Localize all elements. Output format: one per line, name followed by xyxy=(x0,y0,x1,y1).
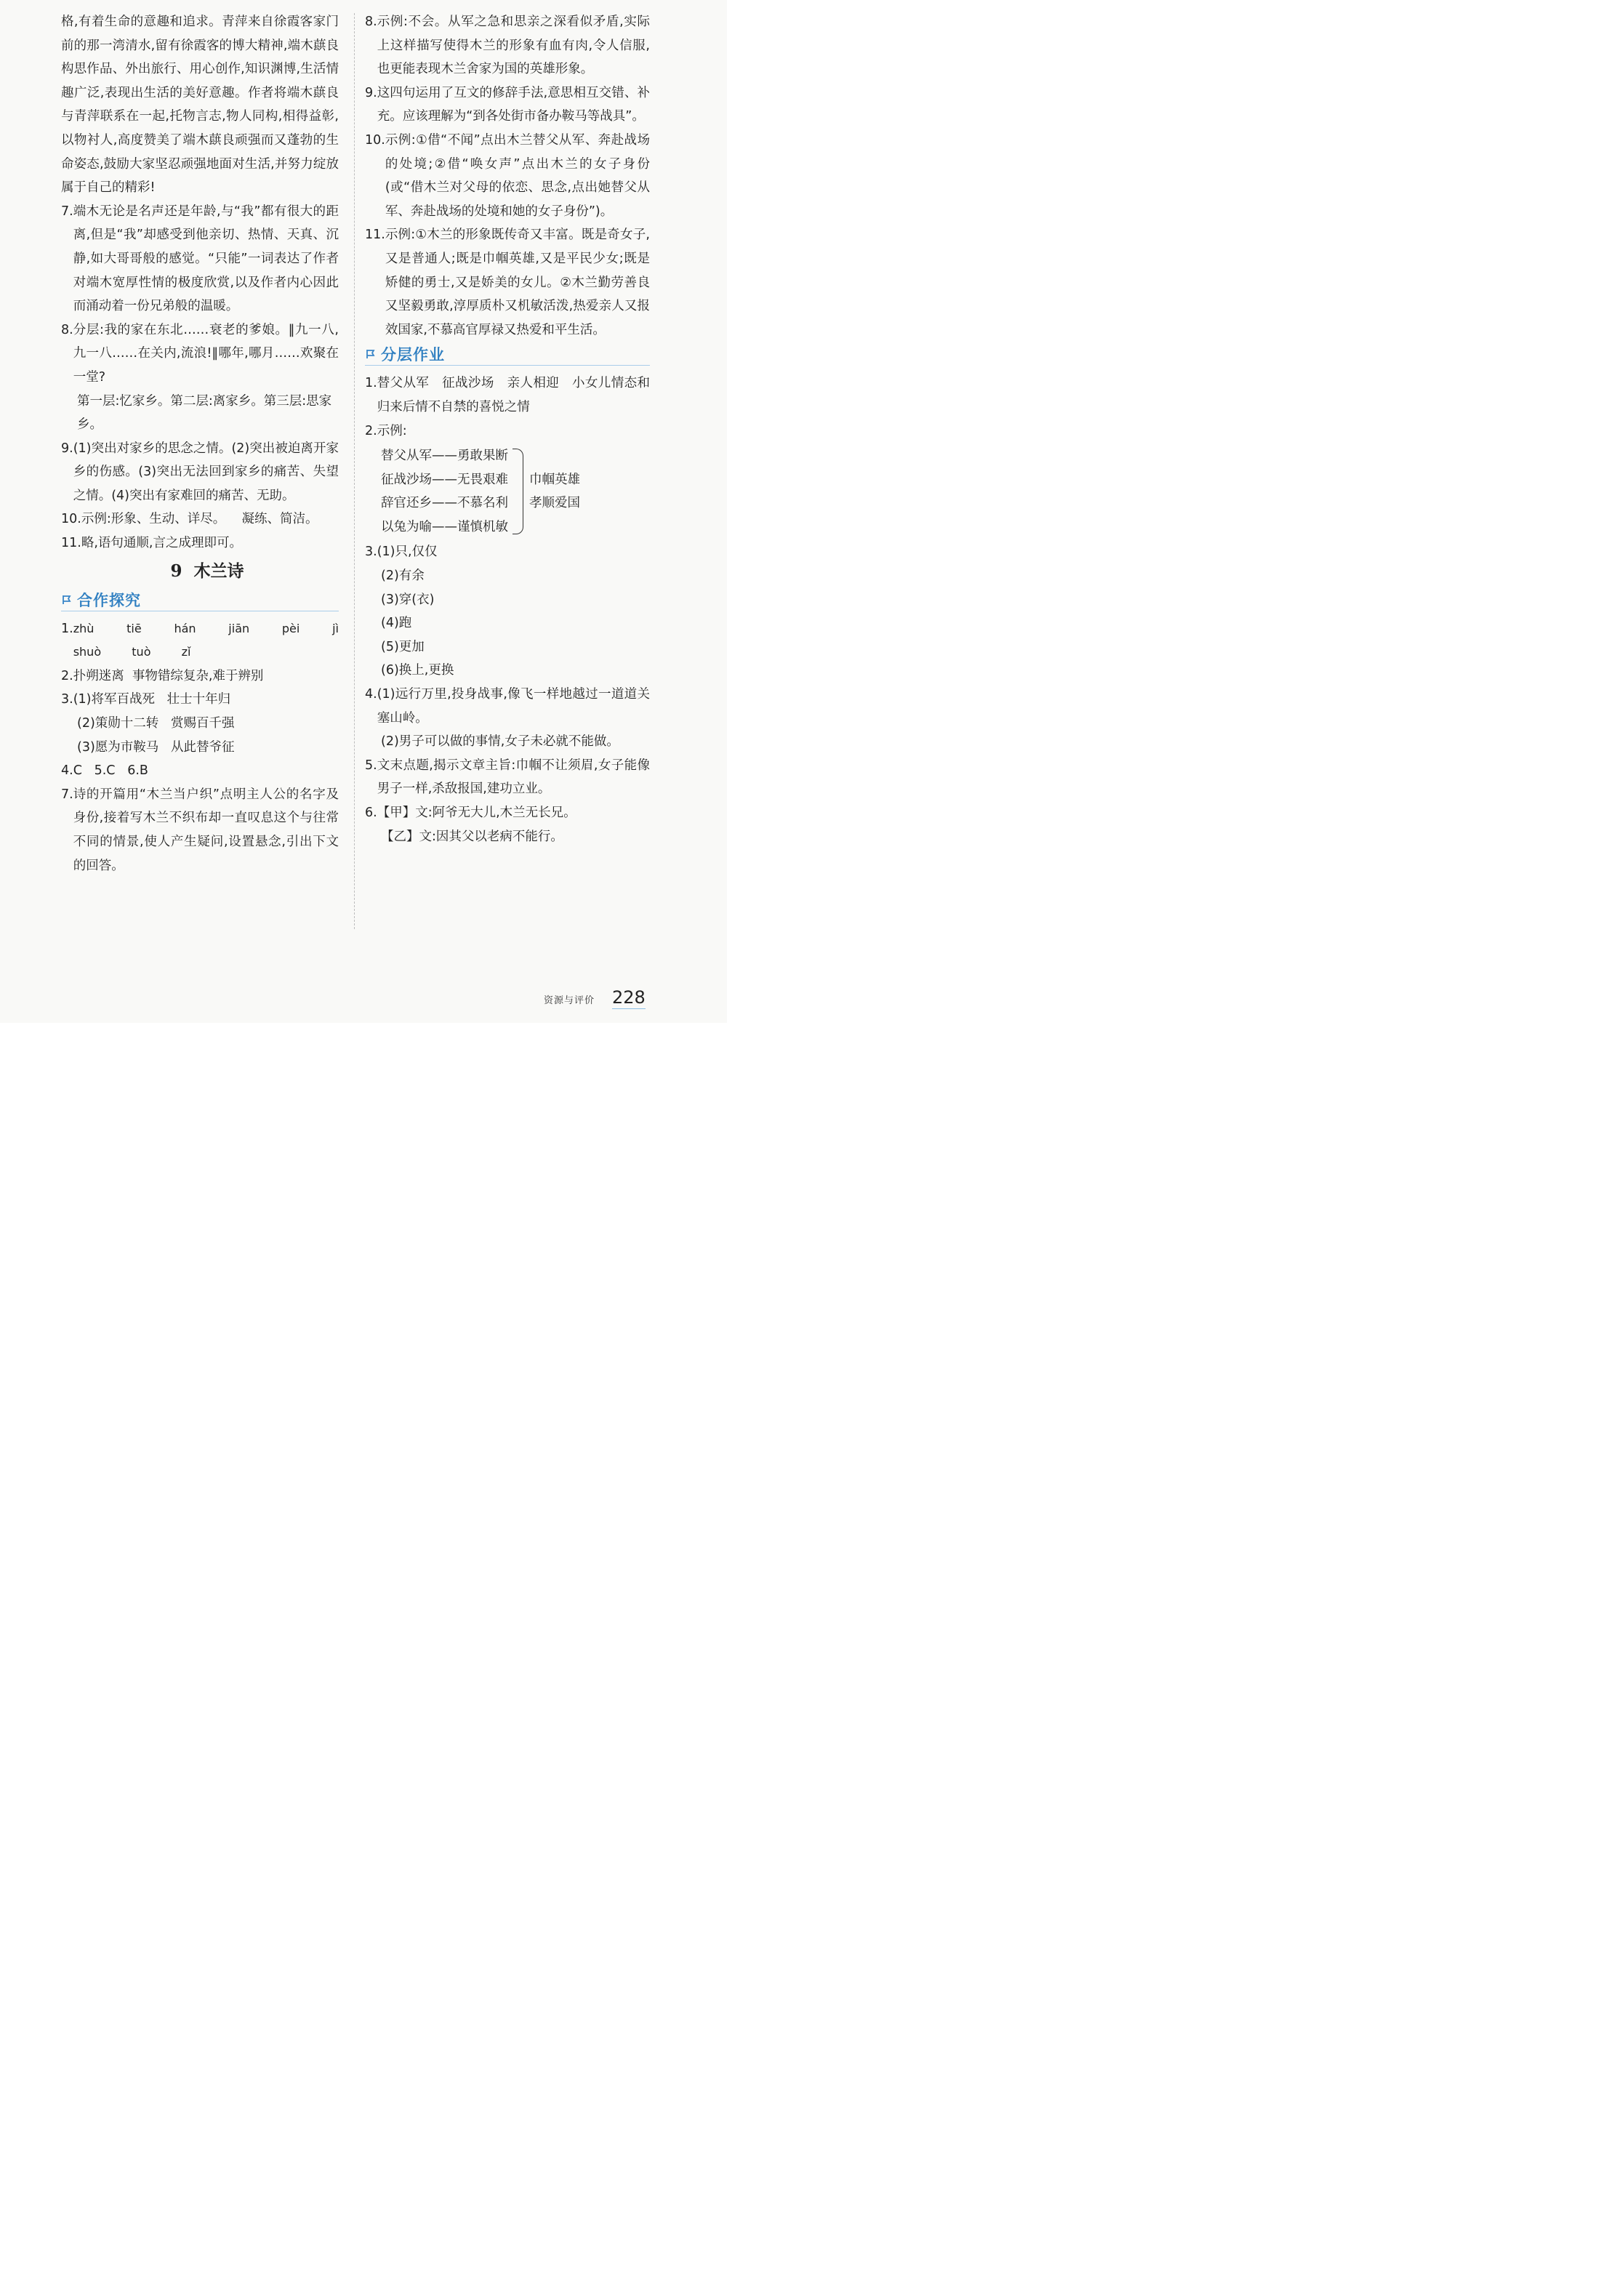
column-divider xyxy=(354,13,355,929)
item-number: 1. xyxy=(61,621,73,636)
table-row: 替父从军——勇敢果断 xyxy=(381,449,508,464)
summary-label: 孝顺爱国 xyxy=(529,496,580,511)
table-row: 以兔为喻——谨慎机敏 xyxy=(381,519,508,534)
item-subline: (2)男子可以做的事情,女子未必就不能做。 xyxy=(381,734,619,750)
table-rows xyxy=(381,444,512,539)
section-title: 分层作业 xyxy=(381,346,445,364)
item-text: (1)将军百战死 壮士十年归 xyxy=(73,692,231,707)
item-number: 7. xyxy=(61,787,73,802)
item-number: 8. xyxy=(61,322,73,337)
list-item xyxy=(61,507,339,531)
pinyin-answer: zhù tiē hán jiān pèi jì shuò tuò zǐ xyxy=(73,621,370,659)
item-number: 7. xyxy=(61,204,73,219)
item-number: 4. xyxy=(365,687,377,702)
table-row: 辞官还乡——不慕名利 xyxy=(381,496,508,511)
summary-label: 巾帼英雄 xyxy=(529,472,580,487)
item-text: 【甲】文:阿爷无大儿,木兰无长兄。 xyxy=(377,806,576,820)
list-item xyxy=(61,783,339,878)
item-text: 示例:形象、生动、详尽。 凝练、简洁。 xyxy=(81,512,318,527)
section-flag-icon xyxy=(365,348,377,360)
list-item xyxy=(365,754,650,801)
item-number: 10. xyxy=(365,132,385,148)
item-text: 替父从军 征战沙场 亲人相迎 小女儿情态和归来后情不自禁的喜悦之情 xyxy=(377,376,650,414)
page xyxy=(0,0,727,1023)
item-number: 8. xyxy=(365,15,377,29)
list-item xyxy=(365,372,650,419)
item-subline: (2)有余 xyxy=(381,569,425,584)
item-text: 略,语句通顺,言之成理即可。 xyxy=(81,536,242,551)
list-item xyxy=(365,129,650,223)
item-text: 示例: xyxy=(377,423,407,438)
item-number: 3. xyxy=(61,692,73,707)
list-item xyxy=(61,688,339,712)
item-subline: (2)策勋十二转 赏赐百千强 xyxy=(77,716,235,731)
item-subline: (3)穿(衣) xyxy=(381,592,435,607)
footer-label: 资源与评价 xyxy=(544,995,595,1006)
item-number: 11. xyxy=(61,536,81,551)
table-row: 征战沙场——无畏艰难 xyxy=(381,472,508,487)
left-column xyxy=(61,10,370,878)
item-number: 11. xyxy=(365,228,385,243)
section-header-layered xyxy=(365,343,650,366)
item-text: 扑朔迷离 事物错综复杂,难于辨别 xyxy=(73,668,264,683)
section-flag-icon xyxy=(61,594,73,606)
list-item xyxy=(365,683,650,730)
item-subline: (5)更加 xyxy=(381,639,425,654)
list-item xyxy=(365,419,650,443)
section-header-cooperate xyxy=(61,589,339,611)
item-number: 3. xyxy=(365,545,377,560)
item-number: 6. xyxy=(365,806,377,820)
item-number: 9. xyxy=(61,441,73,456)
list-item xyxy=(61,531,339,555)
item-text: 端木无论是名声还是年龄,与“我”都有很大的距离,但是“我”却感受到他亲切、热情、天真、沉静,如大哥哥般的感觉。“只能”一词表达了作者对端木宽厚性情的极度欣赏,以及作者内心因此而涌动着一份兄弟般的温暖。 xyxy=(73,204,339,314)
item-text: 示例:不会。从军之急和思亲之深看似矛盾,实际上这样描写使得木兰的形象有血有肉,令人信服,也更能表现木兰舍家为国的英雄形象。 xyxy=(377,15,650,77)
item-subline: (3)愿为市鞍马 从此替爷征 xyxy=(77,739,235,755)
page-number: 228 xyxy=(612,987,646,1008)
list-item xyxy=(365,223,650,342)
item-text: 诗的开篇用“木兰当户织”点明主人公的名字及身份,接着写木兰不织布却一直叹息这个与往常不同的情景,使人产生疑问,设置悬念,引出下文的回答。 xyxy=(73,787,339,873)
item-number: 10. xyxy=(61,512,81,527)
list-item xyxy=(365,801,650,825)
list-item xyxy=(61,200,339,318)
bracket xyxy=(512,449,523,534)
item-text: 这四句运用了互文的修辞手法,意思相互交错、补充。应该理解为“到各处街市备办鞍马等战具”。 xyxy=(377,85,650,124)
page-footer xyxy=(544,987,646,1009)
item-text: 示例:①借“不闻”点出木兰替父从军、奔赴战场的处境;②借“唤女声”点出木兰的女子身份(或“借木兰对父母的依恋、思念,点出她替父从军、奔赴战场的处境和她的女子身份”)。 xyxy=(385,132,650,219)
item-continuation: 第一层:忆家乡。第二层:离家乡。第三层:思家乡。 xyxy=(77,393,332,433)
item-subline: 【乙】文:因其父以老病不能行。 xyxy=(381,829,563,844)
list-item xyxy=(61,437,339,508)
item-text: 分层:我的家在东北……衰老的爹娘。‖九一八,九一八……在关内,流浪!‖哪年,哪月……欢聚在一堂? xyxy=(73,322,339,385)
intro-paragraph: 格,有着生命的意趣和追求。青萍来自徐霞客家门前的那一湾清水,留有徐霞客的博大精神,端木蕻良构思作品、外出旅行、用心创作,知识渊博,生活情趣广泛,表现出生活的美好意趣。作者将端木蕻良与青萍联系在一起,托物言志,物人同构,相得益彰,以物衬人,高度赞美了端木蕻良顽强而又蓬勃的生命姿态,鼓励大家坚忍顽强地面对生活,并努力绽放属于自己的精彩! xyxy=(61,15,339,196)
item-text: 文末点题,揭示文章主旨:巾帼不让须眉,女子能像男子一样,杀敌报国,建功立业。 xyxy=(377,758,650,797)
item-subline: (4)跑 xyxy=(381,616,412,631)
list-item xyxy=(365,10,650,81)
item-subline: (6)换上,更换 xyxy=(381,663,454,678)
summary-labels xyxy=(529,444,580,539)
right-column xyxy=(365,10,650,848)
item-number: 1. xyxy=(365,376,377,391)
item-number: 2. xyxy=(61,668,73,683)
choice-answers: 4.C 5.C 6.B xyxy=(61,763,148,779)
item-text: 示例:①木兰的形象既传奇又丰富。既是奇女子,又是普通人;既是巾帼英雄,又是平民少女;既是矫健的勇士,又是娇美的女儿。②木兰勤劳善良又坚毅勇敢,淳厚质朴又机敏活泼,热爱亲人又报效国家,不慕高官厚禄又热爱和平生活。 xyxy=(385,228,650,337)
item-text: (1)只,仅仅 xyxy=(377,545,438,560)
item-number: 2. xyxy=(365,423,377,438)
item-text: (1)远行万里,投身战事,像飞一样地越过一道道关塞山岭。 xyxy=(377,687,650,726)
list-item xyxy=(365,540,650,564)
character-analysis-table xyxy=(365,444,650,539)
item-number: 9. xyxy=(365,85,377,100)
lesson-title: 9 木兰诗 xyxy=(170,561,244,581)
item-text: (1)突出对家乡的思念之情。(2)突出被迫离开家乡的伤感。(3)突出无法回到家乡的痛苦、失望之情。(4)突出有家难回的痛苦、无助。 xyxy=(73,441,339,503)
list-item xyxy=(61,617,370,664)
list-item xyxy=(61,318,339,390)
list-item xyxy=(61,664,339,688)
list-item xyxy=(365,81,650,129)
item-number: 5. xyxy=(365,758,377,773)
section-title: 合作探究 xyxy=(77,591,141,609)
